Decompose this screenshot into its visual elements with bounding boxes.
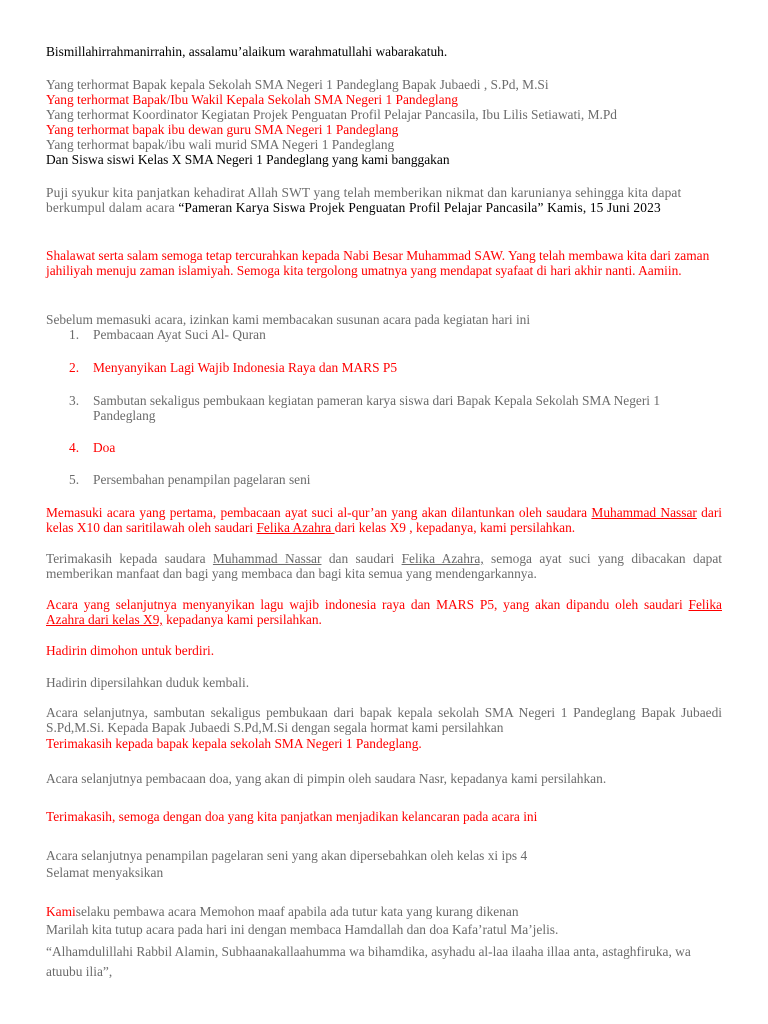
thanks-text-1: Terimakasih kepada saudara	[46, 551, 213, 566]
anthem-text-1: Acara yang selanjutnya menyanyikan lagu wajib indonesia raya dan MARS P5, yang akan dipandu oleh saudari	[46, 597, 689, 612]
closing-invitation: Marilah kita tutup acara pada hari ini dengan membaca Hamdallah dan doa Kafa’ratul Ma’jelis.	[46, 922, 559, 937]
salutation-principal: Yang terhormat Bapak kepala Sekolah SMA Negeri 1 Pandeglang Bapak Jubaedi , S.Pd, M.Si	[46, 77, 549, 92]
agenda-item-text: Doa	[93, 440, 116, 455]
salutation-teachers: Yang terhormat bapak ibu dewan guru SMA Negeri 1 Pandeglang	[46, 122, 399, 137]
salutation-students: Dan Siswa siswi Kelas X SMA Negeri 1 Pandeglang yang kami banggakan	[46, 152, 450, 167]
salutation-parents: Yang terhormat bapak/ibu wali murid SMA Negeri 1 Pandeglang	[46, 137, 395, 152]
agenda-item-number: 3.	[69, 393, 80, 408]
closing-apology-text: selaku pembawa acara Memohon maaf apabila ada tutur kata yang kurang dikenan	[75, 904, 519, 919]
thanks-text-3: semoga ayat suci yang dibacakan dapat memberikan manfaat dan bagi yang membaca dan bagi kita semua yang mendengarkannya.	[46, 551, 722, 581]
performance-enjoy: Selamat menyaksikan	[46, 865, 164, 880]
quran-text-3: dari kelas X9 , kepadanya, kami persilahkan.	[334, 520, 576, 535]
anthem-text-2: kepadanya kami persilahkan.	[162, 612, 322, 627]
salutation-coordinator: Yang terhormat Koordinator Kegiatan Projek Penguatan Profil Pelajar Pancasila, Ibu Lilis Setiawati, M.Pd	[46, 107, 617, 122]
agenda-item-text: Pembacaan Ayat Suci Al- Quran	[93, 327, 266, 342]
shalawat-paragraph: Shalawat serta salam semoga tetap tercurahkan kepada Nabi Besar Muhammad SAW. Yang telah membawa kita dari zaman jahiliyah menuju zaman islamiyah. Semoga kita tergolong umatnya yang mendapat syafaat di hari akhir nanti. Aamiin.	[46, 248, 710, 278]
opening-greeting: Bismillahirrahmanirrahin, assalamu’alaikum warahmatullahi wabarakatuh.	[46, 44, 448, 59]
prayer-thanks: Terimakasih, semoga dengan doa yang kita panjatkan menjadikan kelancaran pada acara ini	[46, 809, 538, 824]
quran-text-2: dari kelas X10 dan saritilawah oleh saudari	[46, 505, 723, 535]
prayer-paragraph: Acara selanjutnya pembacaan doa, yang akan di pimpin oleh saudara Nasr, kepadanya kami persilahkan.	[46, 771, 607, 786]
performance-paragraph: Acara selanjutnya penampilan pagelaran seni yang akan dipersebahkan oleh kelas xi ips 4	[46, 848, 528, 863]
salutation-vice-principal: Yang terhormat Bapak/Ibu Wakil Kepala Sekolah SMA Negeri 1 Pandeglang	[46, 92, 458, 107]
sit-instruction: Hadirin dipersilahkan duduk kembali.	[46, 675, 250, 690]
agenda-item	[69, 440, 719, 455]
event-name: “Pameran Karya Siswa Projek Penguatan Profil Pelajar Pancasila” Kamis, 15 Juni 2023	[178, 200, 661, 215]
stand-instruction: Hadirin dimohon untuk berdiri.	[46, 643, 215, 658]
closing-kami: Kami	[46, 904, 76, 919]
agenda-intro: Sebelum memasuki acara, izinkan kami membacakan susunan acara pada kegiatan hari ini	[46, 312, 531, 327]
thanks-text-2: dan saudari	[321, 551, 402, 566]
closing-apology	[46, 904, 722, 919]
agenda-item-number: 1.	[69, 327, 80, 342]
anthem-leader-name: Felika Azahra dari kelas X9,	[46, 597, 722, 627]
quran-reading-paragraph	[46, 505, 722, 535]
agenda-item-text: Menyanyikan Lagi Wajib Indonesia Raya dan MARS P5	[93, 360, 398, 375]
reader-name-felika: Felika Azahra	[256, 520, 335, 535]
agenda-item-number: 4.	[69, 440, 80, 455]
quran-thanks-paragraph	[46, 551, 722, 581]
agenda-item-number: 5.	[69, 472, 80, 487]
agenda-item	[69, 472, 719, 487]
agenda-item	[69, 393, 719, 423]
quran-text-1: Memasuki acara yang pertama, pembacaan ayat suci al-qur’an yang akan dilantunkan oleh saudara	[46, 505, 592, 520]
agenda-item	[69, 360, 719, 375]
agenda-item-text: Sambutan sekaligus pembukaan kegiatan pameran karya siswa dari Bapak Kepala Sekolah SMA Negeri 1 Pandeglang	[93, 393, 661, 423]
gratitude-intro: Puji syukur kita panjatkan kehadirat Allah SWT yang telah memberikan nikmat dan karunianya sehingga kita dapat berkumpul dalam acara	[46, 185, 682, 215]
agenda-item-number: 2.	[69, 360, 80, 375]
speech-thanks: Terimakasih kepada bapak kepala sekolah SMA Negeri 1 Pandeglang.	[46, 736, 422, 751]
closing-prayer: “Alhamdulillahi Rabbil Alamin, Subhaanakallaahumma wa bihamdika, asyhadu al-laa ilaaha illaa anta, astaghfiruka, wa atuubu ilia”,	[46, 944, 691, 979]
thanks-name-muhammad: Muhammad Nassar	[212, 551, 322, 566]
agenda-item	[69, 327, 719, 342]
agenda-item-text: Persembahan penampilan pagelaran seni	[93, 472, 311, 487]
thanks-name-felika: Felika Azahra,	[401, 551, 484, 566]
gratitude-paragraph	[46, 185, 722, 215]
speech-paragraph: Acara selanjutnya, sambutan sekaligus pembukaan dari bapak kepala sekolah SMA Negeri 1 Pandeglang Bapak Jubaedi S.Pd,M.Si. Kepada Bapak Jubaedi S.Pd,M.Si dengan segala hormat kami persilahkan	[46, 705, 722, 735]
reader-name-muhammad: Muhammad Nassar	[591, 505, 697, 520]
anthem-paragraph	[46, 597, 722, 627]
